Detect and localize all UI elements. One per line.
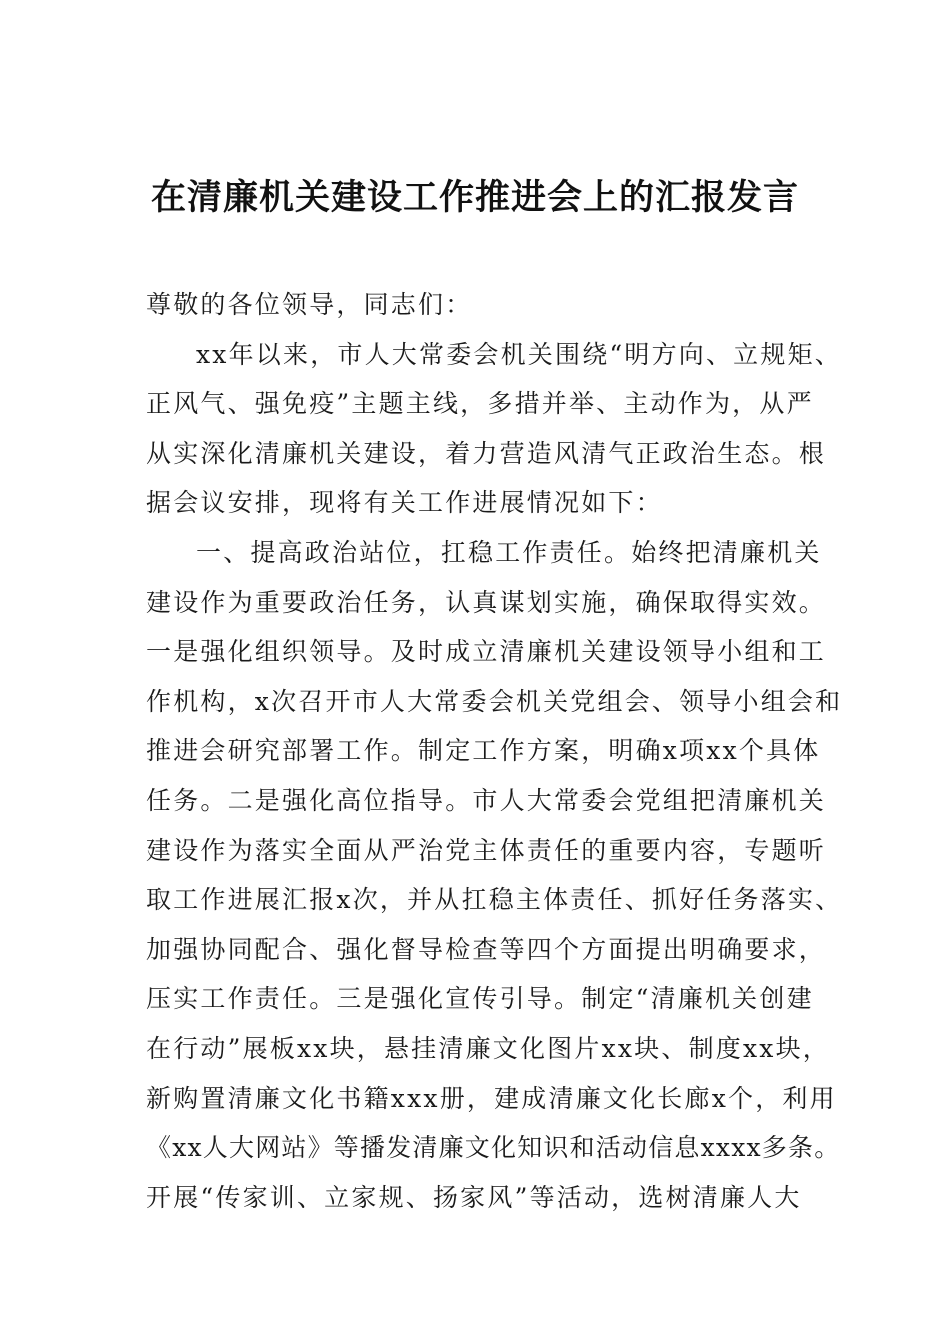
paragraph-line: 推进会研究部署工作。制定工作方案，明确x项xx个具体 [146,736,821,766]
paragraph-line: 开展“传家训、立家规、扬家风”等活动，选树清廉人大 [146,1182,802,1212]
paragraph-line: 建设作为落实全面从严治党主体责任的重要内容，专题听 [146,835,827,865]
document-body [146,280,846,1222]
paragraph-line: 《xx人大网站》等播发清廉文化知识和活动信息xxxx多条。 [146,1133,841,1163]
paragraph-line: 正风气、强免疫”主题主线，多措并举、主动作为，从严 [146,389,814,419]
paragraph-line: 任务。二是强化高位指导。市人大常委会党组把清廉机关 [146,785,827,815]
document-title: 在清廉机关建设工作推进会上的汇报发言 [150,177,799,218]
paragraph-line: 压实工作责任。三是强化宣传引导。制定“清廉机关创建 [146,984,814,1014]
paragraph-line: 一是强化组织领导。及时成立清廉机关建设领导小组和工 [146,637,827,667]
paragraph-line: 新购置清廉文化书籍xxx册，建成清廉文化长廊x个，利用 [146,1083,837,1113]
paragraph-line: 从实深化清廉机关建设，着力营造风清气正政治生态。根 [146,438,827,468]
paragraph-line: 据会议安排，现将有关工作进展情况如下： [146,488,663,518]
paragraph-line: 建设作为重要政治任务，认真谋划实施，确保取得实效。 [146,587,827,617]
paragraph-line: xx年以来，市人大常委会机关围绕“明方向、立规矩、 [196,339,842,369]
paragraph-line: 作机构，x次召开市人大常委会机关党组会、领导小组会和 [146,686,843,716]
paragraph-line: 加强协同配合、强化督导检查等四个方面提出明确要求， [146,934,827,964]
paragraph-line: 在行动”展板xx块，悬挂清廉文化图片xx块、制度xx块， [146,1033,830,1063]
paragraph-line: 取工作进展汇报x次，并从扛稳主体责任、抓好任务落实、 [146,885,843,915]
salutation-line: 尊敬的各位领导，同志们： [146,290,473,319]
section-heading-line: 一、提高政治站位，扛稳工作责任。始终把清廉机关 [196,537,822,567]
